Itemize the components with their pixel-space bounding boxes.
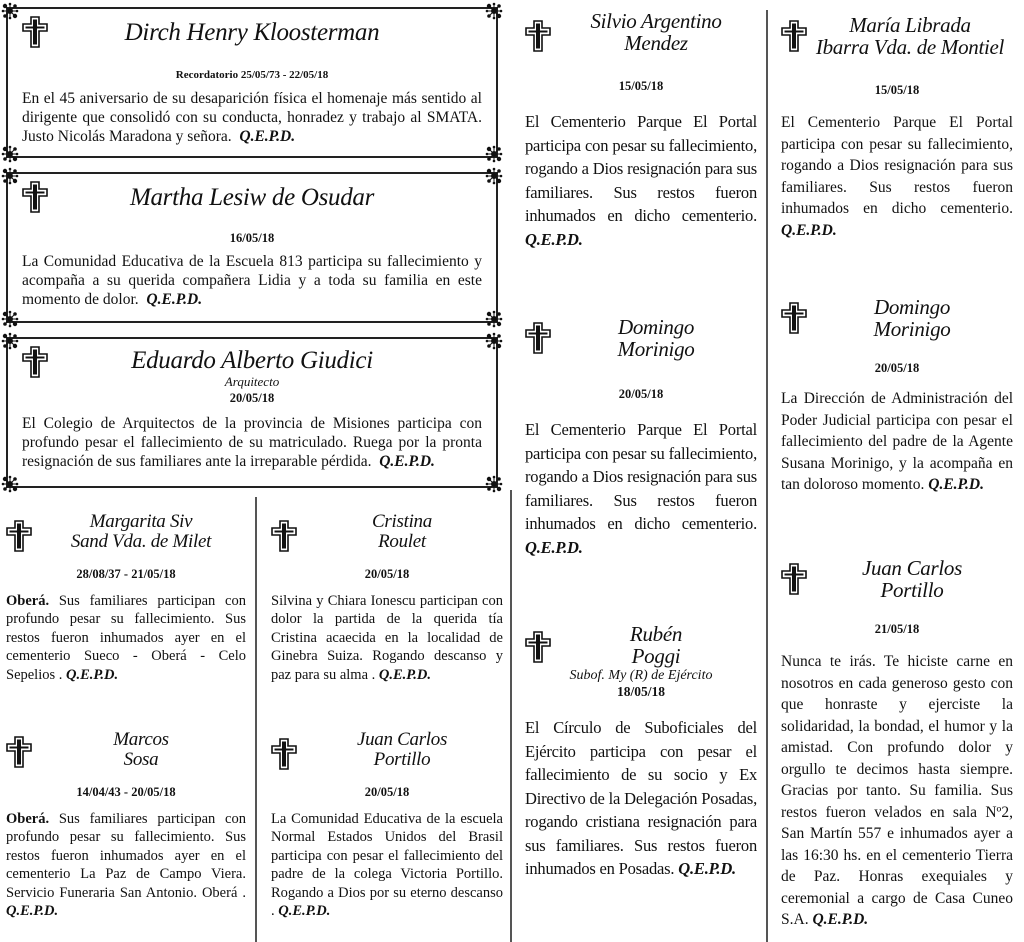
cross-icon xyxy=(271,738,297,770)
cross-icon xyxy=(22,16,48,48)
name-line-2: Morinigo xyxy=(873,317,951,341)
notice-juan-carlos-portillo-school xyxy=(271,730,503,920)
deceased-name xyxy=(6,730,246,770)
cross-icon xyxy=(525,20,551,52)
qepd-signoff: Q.E.P.D. xyxy=(66,666,119,683)
deceased-name: Eduardo Alberto Giudici xyxy=(131,347,373,374)
name-line-2: Sosa xyxy=(123,749,159,770)
corner-ornament-icon xyxy=(485,145,503,163)
notice-date: 15/05/18 xyxy=(874,83,920,97)
deceased-profession: Arquitecto xyxy=(224,374,280,389)
notice-date: 20/05/18 xyxy=(364,785,410,799)
notice-body xyxy=(781,388,1013,496)
notice-ruben-poggi xyxy=(525,623,757,881)
notice-juan-carlos-portillo-family xyxy=(781,557,1013,931)
qepd-signoff: Q.E.P.D. xyxy=(378,666,432,683)
notice-date: 20/05/18 xyxy=(229,391,275,405)
qepd-signoff: Q.E.P.D. xyxy=(278,903,331,920)
notice-text: El Cementerio Parque El Portal participa con pesar su fallecimiento, rogando a Dios resignación para sus familiares. Sus restos fueron inhumados en dicho cementerio. xyxy=(781,114,1013,217)
notice-text: En el 45 aniversario de su desaparición física el homenaje más sentido al dirigente que consolidó con su conducta, honradez y trabajo al SMATA. Justo Nicolás Maradona y señora. xyxy=(22,90,482,145)
corner-ornament-icon xyxy=(485,332,503,350)
cross-icon xyxy=(781,302,807,334)
corner-ornament-icon xyxy=(1,475,19,493)
name-line-2: Mendez xyxy=(624,31,688,55)
notice-date: 16/05/18 xyxy=(229,231,275,245)
cross-icon xyxy=(525,322,551,354)
column-rule-middle xyxy=(510,490,512,942)
cross-icon xyxy=(781,20,807,52)
corner-ornament-icon xyxy=(485,310,503,328)
name-line-1: Margarita Siv xyxy=(89,511,193,532)
qepd-signoff: Q.E.P.D. xyxy=(812,911,869,928)
deceased-name xyxy=(781,14,1013,58)
notice-date: 15/05/18 xyxy=(618,79,664,93)
name-line-1: María Librada xyxy=(849,13,971,37)
cross-icon xyxy=(22,346,48,378)
notice-domingo-morinigo-cemetery xyxy=(525,316,757,559)
notice-body xyxy=(6,810,246,920)
notice-text: Sus familiares participan con profundo pesar su fallecimiento. Sus restos fueron inhumados ayer en el cementerio Sueco - Oberá - Celo Sepelios . xyxy=(6,593,246,683)
notice-body xyxy=(525,716,757,881)
notice-margarita-siv xyxy=(6,512,246,684)
notice-body xyxy=(781,112,1013,241)
qepd-signoff: Q.E.P.D. xyxy=(146,291,203,308)
notice-body xyxy=(6,592,246,684)
notice-text: La Comunidad Educativa de la Escuela 813 participa su fallecimiento y acompaña a su querida compañera Lidia y a toda su familia en este momento de dolor. xyxy=(22,253,482,308)
qepd-signoff: Q.E.P.D. xyxy=(781,221,837,239)
notice-maria-librada-ibarra xyxy=(781,14,1013,241)
name-line-2: Portillo xyxy=(373,749,431,770)
cross-icon xyxy=(22,181,48,213)
deceased-name xyxy=(781,557,1013,601)
notice-body xyxy=(22,89,482,146)
notice-date: 20/05/18 xyxy=(874,361,920,375)
deceased-name xyxy=(525,10,757,54)
qepd-signoff: Q.E.P.D. xyxy=(6,903,59,920)
deceased-name xyxy=(781,296,1013,340)
qepd-signoff: Q.E.P.D. xyxy=(379,453,435,470)
deceased-rank: Subof. My (R) de Ejército xyxy=(569,668,713,683)
corner-ornament-icon xyxy=(1,167,19,185)
notice-date: 21/05/18 xyxy=(874,622,920,636)
qepd-signoff: Q.E.P.D. xyxy=(678,859,736,878)
name-line-2: Morinigo xyxy=(617,337,695,361)
corner-ornament-icon xyxy=(1,332,19,350)
corner-ornament-icon xyxy=(1,310,19,328)
qepd-signoff: Q.E.P.D. xyxy=(525,537,583,557)
notice-cristina-roulet xyxy=(271,512,503,684)
corner-ornament-icon xyxy=(1,2,19,20)
notice-date: 18/05/18 xyxy=(616,684,665,699)
notice-marcos-sosa xyxy=(6,730,246,920)
name-line-2: Ibarra Vda. de Montiel xyxy=(815,35,1005,59)
notice-body xyxy=(525,418,757,559)
deceased-name xyxy=(271,730,503,770)
notice-text: El Cementerio Parque El Portal participa con pesar su fallecimiento, rogando a Dios resignación para sus familiares. Sus restos fueron inhumados en dicho cementerio. xyxy=(525,112,757,225)
name-line-1: Domingo xyxy=(873,295,951,319)
corner-ornament-icon xyxy=(485,475,503,493)
name-line-1: Silvio Argentino xyxy=(590,9,722,33)
boxed-notice-osudar xyxy=(6,172,498,323)
name-line-1: Cristina xyxy=(372,511,432,532)
notice-date: Recordatorio 25/05/73 - 22/05/18 xyxy=(175,69,329,81)
deceased-name xyxy=(271,512,503,552)
notice-date: 20/05/18 xyxy=(364,567,410,581)
boxed-notice-kloosterman xyxy=(6,7,498,158)
qepd-signoff: Q.E.P.D. xyxy=(525,229,583,249)
corner-ornament-icon xyxy=(485,167,503,185)
notice-body xyxy=(22,252,482,309)
name-line-2: Sand Vda. de Milet xyxy=(70,531,212,552)
name-line-1: Rubén xyxy=(629,622,683,646)
notice-domingo-morinigo-judicial xyxy=(781,296,1013,496)
notice-body xyxy=(525,110,757,251)
notice-body xyxy=(781,651,1013,931)
deceased-name xyxy=(525,623,757,667)
notice-body xyxy=(271,592,503,684)
cross-icon xyxy=(781,563,807,595)
notice-date: 28/08/37 - 21/05/18 xyxy=(76,567,176,581)
notice-body xyxy=(271,810,503,920)
name-line-1: Marcos xyxy=(113,729,169,750)
name-line-1: Juan Carlos xyxy=(862,556,962,580)
notice-text: Nunca te irás. Te hiciste carne en nosotros en cada generoso gesto con que honraste y ejerciste la solidaridad, la bondad, el humor y la amistad. Con profundo dolor y orgullo te decimos hasta siempre. Gracias por tanto. Su familia. Sus restos fueron velados en sala Nº2, San Martín 557 e inhumados ayer a las 16:30 hs. en el cementerio Tierra de Paz. Honras exequiales y ceremonial a cargo de Casa Cuneo S.A. xyxy=(781,653,1013,928)
qepd-signoff: Q.E.P.D. xyxy=(928,476,984,493)
notice-text: El Colegio de Arquitectos de la provincia de Misiones participa con profundo pesar el fallecimiento de su matriculado. Ruega por la pronta resignación de sus familiares ante la irreparable pérdida. xyxy=(22,415,482,470)
name-line-2: Roulet xyxy=(378,531,426,552)
corner-ornament-icon xyxy=(1,145,19,163)
locality: Oberá. xyxy=(6,593,50,609)
cross-icon xyxy=(525,631,551,663)
cross-icon xyxy=(6,736,32,768)
cross-icon xyxy=(6,520,32,552)
notice-text: La Dirección de Administración del Poder Judicial participa con pesar el fallecimiento del padre de la Agente Susana Morinigo, y la acompaña en tan doloroso momento. xyxy=(781,390,1013,493)
name-line-2: Poggi xyxy=(631,644,681,668)
locality: Oberá. xyxy=(6,811,50,827)
notice-text: Sus familiares participan con profundo pesar su fallecimiento. Sus restos fueron inhumados ayer en el cementerio La Paz de Campo Viera. Servicio Funeraria San Antonio. Oberá . xyxy=(6,811,246,901)
notice-text: La Comunidad Educativa de la escuela Normal Estados Unidos del Brasil participa con pesar el fallecimiento del padre de la colega Victoria Portillo. Rogando a Dios por su eterno descanso . xyxy=(271,811,503,920)
deceased-name: Dirch Henry Kloosterman xyxy=(124,19,380,46)
boxed-notice-giudici xyxy=(6,337,498,488)
name-line-1: Domingo xyxy=(617,315,695,339)
notice-silvio-argentino-mendez xyxy=(525,10,757,251)
column-rule-right xyxy=(766,10,768,942)
corner-ornament-icon xyxy=(485,2,503,20)
column-rule-left xyxy=(255,497,257,942)
name-line-1: Juan Carlos xyxy=(356,729,448,750)
name-line-2: Portillo xyxy=(880,578,944,602)
notice-text: El Círculo de Suboficiales del Ejército participa con pesar el fallecimiento de su socio y Ex Directivo de la Delegación Posadas, rogando cristiana resignación para sus familiares. Sus restos fueron inhumados en Posadas. xyxy=(525,718,757,878)
notice-date: 20/05/18 xyxy=(618,387,664,401)
notice-text: Silvina y Chiara Ionescu participan con dolor la partida de la querida tía Cristina acaecida en la localidad de Ginebra Suiza. Rogando descanso y paz para su alma . xyxy=(271,593,503,683)
cross-icon xyxy=(271,520,297,552)
deceased-name xyxy=(6,512,246,552)
deceased-name xyxy=(525,316,757,360)
qepd-signoff: Q.E.P.D. xyxy=(239,128,296,145)
notice-text: El Cementerio Parque El Portal participa con pesar su fallecimiento, rogando a Dios resignación para sus familiares. Sus restos fueron inhumados en dicho cementerio. xyxy=(525,420,757,533)
notice-date: 14/04/43 - 20/05/18 xyxy=(76,785,176,799)
deceased-name: Martha Lesiw de Osudar xyxy=(129,184,375,211)
notice-body xyxy=(22,414,482,471)
